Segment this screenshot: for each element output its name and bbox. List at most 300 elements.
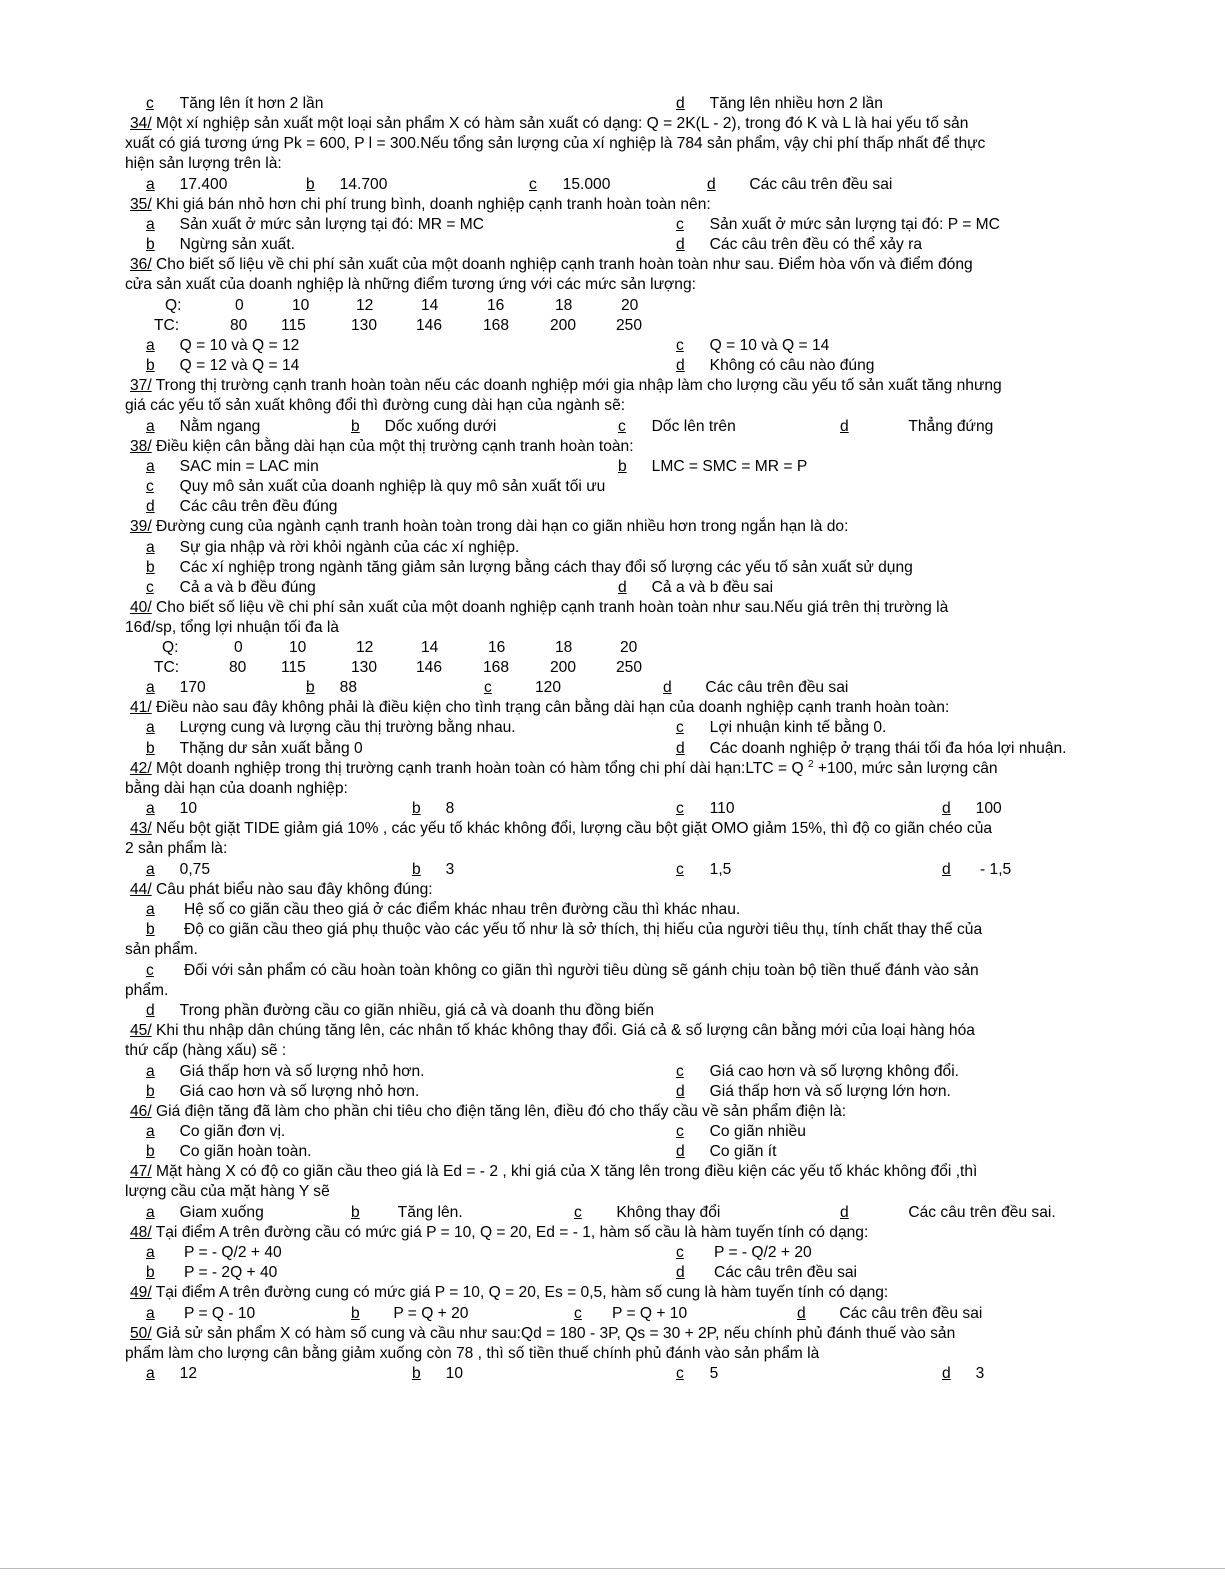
question-number: 48/ xyxy=(130,1224,152,1241)
option-b xyxy=(146,356,299,376)
q-value: 0 xyxy=(235,297,244,314)
option-text: Dốc lên trên xyxy=(651,418,736,435)
option-letter: c xyxy=(676,719,684,736)
question-text: Cho biết số liệu về chi phí sản xuất của một doanh nghiệp cạnh tranh hoàn toàn như sau. Điểm hòa vốn và điểm đóng xyxy=(151,256,973,273)
question-49 xyxy=(130,1283,888,1303)
option-c xyxy=(676,1364,718,1384)
option-b xyxy=(146,235,295,255)
option-text: P = - Q/2 + 40 xyxy=(184,1244,282,1261)
option-c xyxy=(676,718,886,738)
option-a xyxy=(146,1203,264,1223)
option-b xyxy=(306,678,357,698)
question-text: xuất có giá tương ứng Pk = 600, P l = 300.Nếu tổng sản lượng của xí nghiệp là 784 sản phẩm, vậy chi phí thấp nhất để thực xyxy=(125,135,986,152)
question-39 xyxy=(130,517,848,537)
tc-value: 80 xyxy=(230,317,248,334)
option-letter: d xyxy=(676,95,685,112)
option-letter: c xyxy=(676,1063,684,1080)
question-number: 43/ xyxy=(130,820,152,837)
option-text: 0,75 xyxy=(179,861,211,878)
option-text: 10 xyxy=(179,800,198,817)
option-text: Các câu trên đều sai xyxy=(749,176,893,193)
q-value: 20 xyxy=(621,297,639,314)
option-text: 5 xyxy=(709,1365,719,1382)
option-letter: c xyxy=(676,800,684,817)
option-c xyxy=(676,799,735,819)
option-letter: a xyxy=(146,1365,155,1382)
option-text: 17.400 xyxy=(179,176,228,193)
option-letter: b xyxy=(146,740,155,757)
option-letter: a xyxy=(146,901,155,918)
option-letter: d xyxy=(676,740,685,757)
option-letter: a xyxy=(146,1244,155,1261)
question-number: 39/ xyxy=(130,518,152,535)
question-50 xyxy=(130,1324,955,1344)
option-letter: c xyxy=(618,418,626,435)
q-value: 18 xyxy=(555,639,573,656)
question-text: Giá điện tăng đã làm cho phần chi tiêu cho điện tăng lên, điều đó cho thấy cầu về sản phẩm điện là: xyxy=(151,1103,847,1120)
option-letter: b xyxy=(146,236,155,253)
option-letter: d xyxy=(707,176,716,193)
tc-value: 146 xyxy=(416,317,443,334)
question-number: 49/ xyxy=(130,1284,152,1301)
option-letter: d xyxy=(942,1365,951,1382)
option-b xyxy=(618,457,807,477)
option-text: 14.700 xyxy=(339,176,388,193)
question-44 xyxy=(130,880,433,900)
question-text: 2 sản phẩm là: xyxy=(125,840,228,857)
option-c xyxy=(618,417,736,437)
q-value: 18 xyxy=(555,297,573,314)
option-text: Q = 12 và Q = 14 xyxy=(179,357,300,374)
q-value: 12 xyxy=(356,297,374,314)
option-b xyxy=(412,799,454,819)
option-c xyxy=(574,1304,687,1324)
option-letter: c xyxy=(484,679,492,696)
question-text: 16đ/sp, tổng lợi nhuận tối đa là xyxy=(125,619,339,636)
question-text: Khi thu nhập dân chúng tăng lên, các nhân tố khác không thay đổi. Giá cả & số lượng cân bằng mới của loại hàng hóa xyxy=(151,1022,975,1039)
option-c xyxy=(484,678,561,698)
option-a xyxy=(146,457,319,477)
option-text: Hệ số co giãn cầu theo giá ở các điểm khác nhau trên đường cầu thì khác nhau. xyxy=(184,901,741,918)
page-bottom-divider xyxy=(0,1568,1225,1569)
option-d xyxy=(676,235,922,255)
option-letter: a xyxy=(146,176,155,193)
option-text: Các xí nghiệp trong ngành tăng giảm sản lượng bằng cách thay đổi số lượng các yếu tố sản xuất sử dụng xyxy=(179,559,913,576)
option-c xyxy=(529,175,610,195)
option-letter: a xyxy=(146,539,155,556)
question-number: 38/ xyxy=(130,438,152,455)
option-letter: a xyxy=(146,458,155,475)
option-b xyxy=(351,1304,468,1324)
option-letter: c xyxy=(146,579,154,596)
question-text: thứ cấp (hàng xấu) sẽ : xyxy=(125,1042,287,1059)
option-letter: b xyxy=(412,800,421,817)
tc-value: 130 xyxy=(351,659,378,676)
question-text: Đường cung của ngành cạnh tranh hoàn toàn trong dài hạn co giãn nhiều hơn trong ngắn hạn là do: xyxy=(151,518,849,535)
option-a xyxy=(146,1304,255,1324)
option-letter: d xyxy=(618,579,627,596)
option-text: Các câu trên đều đúng xyxy=(179,498,338,515)
option-text: Giá thấp hơn và số lượng nhỏ hơn. xyxy=(179,1063,425,1080)
question-43 xyxy=(130,819,992,839)
option-b xyxy=(412,860,454,880)
option-text: Giá cao hơn và số lượng nhỏ hơn. xyxy=(179,1083,420,1100)
option-text: Thẳng đứng xyxy=(908,418,994,435)
option-text: 100 xyxy=(975,800,1002,817)
option-letter: a xyxy=(146,337,155,354)
question-41 xyxy=(130,698,949,718)
option-letter: b xyxy=(412,861,421,878)
option-letter: d xyxy=(146,1002,155,1019)
option-text: Các câu trên đều sai xyxy=(705,679,849,696)
option-text: Giá cao hơn và số lượng không đổi. xyxy=(709,1063,960,1080)
question-number: 46/ xyxy=(130,1103,152,1120)
option-text: Sản xuất ở mức sản lượng tại đó: MR = MC xyxy=(179,216,485,233)
option-d xyxy=(663,678,848,698)
option-text: SAC min = LAC min xyxy=(179,458,319,475)
option-text: 170 xyxy=(179,679,206,696)
option-text: 3 xyxy=(445,861,455,878)
option-d xyxy=(797,1304,982,1324)
option-a xyxy=(146,900,740,920)
option-b xyxy=(146,558,913,578)
tc-label: TC: xyxy=(154,317,180,334)
tc-value: 200 xyxy=(550,317,577,334)
question-42 xyxy=(130,759,998,781)
tc-value: 80 xyxy=(229,659,247,676)
option-letter: b xyxy=(351,1305,360,1322)
question-36 xyxy=(130,255,973,275)
option-b xyxy=(412,1364,463,1384)
option-b xyxy=(146,1082,419,1102)
option-d xyxy=(676,356,874,376)
question-number: 47/ xyxy=(130,1163,152,1180)
option-text: P = - 2Q + 40 xyxy=(184,1264,278,1281)
option-a xyxy=(146,678,206,698)
option-letter: d xyxy=(676,1083,685,1100)
option-letter: c xyxy=(146,478,154,495)
question-47 xyxy=(130,1162,977,1182)
option-letter: d xyxy=(146,498,155,515)
tc-value: 168 xyxy=(483,659,510,676)
option-c xyxy=(146,477,605,497)
option-c xyxy=(146,578,316,598)
option-text: Các câu trên đều có thể xảy ra xyxy=(709,236,923,253)
question-35 xyxy=(130,195,711,215)
option-text: Co giãn ít xyxy=(709,1143,777,1160)
option-letter: d xyxy=(676,1264,685,1281)
question-38 xyxy=(130,437,634,457)
option-text: Q = 10 và Q = 14 xyxy=(709,337,830,354)
option-letter: c xyxy=(574,1204,582,1221)
option-letter: d xyxy=(797,1305,806,1322)
option-letter: c xyxy=(146,962,154,979)
option-a xyxy=(146,718,516,738)
option-a xyxy=(146,799,197,819)
option-text: sản phẩm. xyxy=(125,941,198,958)
option-text: Đối với sản phẩm có cầu hoàn toàn không co giãn thì người tiêu dùng sẽ gánh chịu toàn bộ tiền thuế đánh vào sản xyxy=(184,962,979,979)
q-value: 16 xyxy=(488,639,506,656)
option-text: Tăng lên nhiều hơn 2 lần xyxy=(709,95,883,112)
option-letter: c xyxy=(676,1365,684,1382)
option-a xyxy=(146,175,227,195)
option-text: Cả a và b đều đúng xyxy=(179,579,316,596)
option-text: Co giãn đơn vị. xyxy=(179,1123,286,1140)
option-letter: d xyxy=(676,1143,685,1160)
option-text: 10 xyxy=(445,1365,464,1382)
question-48 xyxy=(130,1223,868,1243)
option-a xyxy=(146,336,299,356)
option-letter: b xyxy=(351,1204,360,1221)
option-text: Giá thấp hơn và số lượng lớn hơn. xyxy=(709,1083,951,1100)
tc-value: 250 xyxy=(616,317,643,334)
option-letter: a xyxy=(146,861,155,878)
option-letter: c xyxy=(146,95,154,112)
option-text: Dốc xuống dưới xyxy=(384,418,497,435)
option-c xyxy=(146,961,979,981)
question-text: Khi giá bán nhỏ hơn chi phí trung bình, doanh nghiệp cạnh tranh hoàn toàn nên: xyxy=(151,196,711,213)
option-text: Các doanh nghiệp ở trạng thái tối đa hóa lợi nhuận. xyxy=(709,740,1067,757)
option-letter: d xyxy=(676,236,685,253)
option-letter: b xyxy=(146,357,155,374)
option-d xyxy=(676,739,1067,759)
option-letter: c xyxy=(574,1305,582,1322)
option-text: 3 xyxy=(975,1365,985,1382)
option-text: Không thay đổi xyxy=(616,1204,721,1221)
option-d xyxy=(676,1142,776,1162)
option-text: 120 xyxy=(535,679,562,696)
option-text: Tăng lên. xyxy=(397,1204,463,1221)
question-text: Điều kiện cân bằng dài hạn của một thị trường cạnh tranh hoàn toàn: xyxy=(151,438,634,455)
option-letter: a xyxy=(146,418,155,435)
option-a xyxy=(146,1243,282,1263)
option-letter: a xyxy=(146,719,155,736)
option-letter: c xyxy=(676,861,684,878)
option-letter: d xyxy=(663,679,672,696)
option-b xyxy=(146,1142,311,1162)
option-d xyxy=(942,1364,984,1384)
option-letter: b xyxy=(146,1143,155,1160)
option-d xyxy=(676,1082,951,1102)
q-value: 14 xyxy=(421,639,439,656)
question-text: hiện sản lượng trên là: xyxy=(125,155,282,172)
option-letter: a xyxy=(146,1305,155,1322)
question-number: 36/ xyxy=(130,256,152,273)
option-letter: b xyxy=(146,1264,155,1281)
option-d xyxy=(146,497,337,517)
option-text: Tăng lên ít hơn 2 lần xyxy=(179,95,324,112)
option-letter: b xyxy=(146,559,155,576)
option-d xyxy=(707,175,892,195)
q-value: 10 xyxy=(292,297,310,314)
option-c xyxy=(676,336,829,356)
question-text: Cho biết số liệu về chi phí sản xuất của một doanh nghiệp cạnh tranh hoàn toàn như sau.Nếu giá trên thị trường là xyxy=(151,599,949,616)
question-number: 44/ xyxy=(130,881,152,898)
option-c xyxy=(146,94,323,114)
option-letter: c xyxy=(676,337,684,354)
option-d xyxy=(840,1203,1056,1223)
question-text: Tại điểm A trên đường cung có mức giá P = 10, Q = 20, Es = 0,5, hàm số cung là hàm tuyến tính có dạng: xyxy=(151,1284,889,1301)
option-letter: d xyxy=(942,800,951,817)
option-text: 110 xyxy=(709,800,735,817)
question-45 xyxy=(130,1021,975,1041)
option-text: Co giãn nhiều xyxy=(709,1123,806,1140)
option-a xyxy=(146,538,519,558)
option-b xyxy=(146,920,982,940)
option-letter: c xyxy=(676,216,684,233)
option-c xyxy=(676,1243,812,1263)
question-text: bằng dài hạn của doanh nghiệp: xyxy=(125,780,348,797)
option-letter: c xyxy=(676,1244,684,1261)
option-letter: a xyxy=(146,1063,155,1080)
q-value: 10 xyxy=(289,639,307,656)
question-text: Mặt hàng X có độ co giãn cầu theo giá là Ed = - 2 , khi giá của X tăng lên trong điều kiện các yếu tố khác không đổi ,thì xyxy=(151,1163,978,1180)
option-a xyxy=(146,215,484,235)
question-text: Điều nào sau đây không phải là điều kiện cho tình trạng cân bằng dài hạn của doanh nghiệp cạnh tranh hoàn toàn: xyxy=(151,699,950,716)
option-text: Co giãn hoàn toàn. xyxy=(179,1143,312,1160)
tc-value: 115 xyxy=(281,659,306,676)
option-text: Ngừng sản xuất. xyxy=(179,236,296,253)
option-text: Trong phần đường cầu co giãn nhiều, giá cả và doanh thu đồng biến xyxy=(179,1002,655,1019)
option-text: Sản xuất ở mức sản lượng tại đó: P = MC xyxy=(709,216,1000,233)
option-b xyxy=(351,417,496,437)
option-d xyxy=(840,417,993,437)
option-letter: d xyxy=(942,861,951,878)
question-text: lượng cầu của mặt hàng Y sẽ xyxy=(125,1183,330,1200)
question-34 xyxy=(130,114,968,134)
q-value: 14 xyxy=(421,297,439,314)
tc-value: 200 xyxy=(550,659,577,676)
option-text: phẩm. xyxy=(125,982,169,999)
option-letter: c xyxy=(529,176,537,193)
question-40 xyxy=(130,598,948,618)
option-text: Độ co giãn cầu theo giá phụ thuộc vào các yếu tố như là sở thích, thị hiếu của người tiêu thụ, tính chất thay thế của xyxy=(184,921,983,938)
option-d xyxy=(942,799,1002,819)
option-d xyxy=(676,94,883,114)
tc-value: 168 xyxy=(483,317,510,334)
question-text: cửa sản xuất của doanh nghiệp là những điểm tương ứng với các mức sản lượng: xyxy=(125,276,696,293)
question-number: 35/ xyxy=(130,196,152,213)
option-b xyxy=(146,1263,277,1283)
option-letter: b xyxy=(146,1083,155,1100)
option-text: Giam xuống xyxy=(179,1204,264,1221)
superscript: 2 xyxy=(807,759,814,770)
option-text: P = Q + 20 xyxy=(393,1305,469,1322)
option-letter: b xyxy=(146,921,155,938)
option-text: Các câu trên đều sai xyxy=(714,1264,858,1281)
option-a xyxy=(146,1122,285,1142)
option-text: Nằm ngang xyxy=(179,418,261,435)
question-number: 34/ xyxy=(130,115,152,132)
question-text: Một xí nghiệp sản xuất một loại sản phẩm X có hàm sản xuất có dạng: Q = 2K(L - 2), trong đó K và L là hai yếu tố sản xyxy=(151,115,969,132)
option-c xyxy=(676,1062,959,1082)
option-letter: c xyxy=(676,1123,684,1140)
option-text: Lượng cung và lượng cầu thị trường bằng nhau. xyxy=(179,719,516,736)
option-d xyxy=(618,578,773,598)
q-value: 16 xyxy=(487,297,505,314)
question-text: Nếu bột giặt TIDE giảm giá 10% , các yếu tố khác không đổi, lượng cầu bột giặt OMO giảm 15%, thì độ co giãn chéo của xyxy=(151,820,993,837)
question-text: giá các yếu tố sản xuất không đổi thì đường cung dài hạn của ngành sẽ: xyxy=(125,397,626,414)
question-46 xyxy=(130,1102,846,1122)
question-text: Giả sử sản phẩm X có hàm số cung và cầu như sau:Qd = 180 - 3P, Qs = 30 + 2P, nếu chính phủ đánh thuế vào sản xyxy=(151,1325,956,1342)
option-d xyxy=(942,860,1011,880)
option-letter: b xyxy=(618,458,627,475)
tc-value: 130 xyxy=(351,317,378,334)
option-text: 12 xyxy=(179,1365,198,1382)
question-number: 41/ xyxy=(130,699,152,716)
option-c xyxy=(676,860,731,880)
question-text: Một doanh nghiệp trong thị trường cạnh tranh hoàn toàn có hàm tổng chi phí dài hạn:LTC = Q xyxy=(151,760,808,777)
option-letter: a xyxy=(146,1204,155,1221)
question-number: 37/ xyxy=(130,377,152,394)
option-letter: a xyxy=(146,800,155,817)
question-text: Tại điểm A trên đường cầu có mức giá P = 10, Q = 20, Ed = - 1, hàm số cầu là hàm tuyến tính có dạng: xyxy=(151,1224,869,1241)
option-letter: a xyxy=(146,216,155,233)
option-text: 15.000 xyxy=(562,176,611,193)
option-a xyxy=(146,860,210,880)
question-text: Câu phát biểu nào sau đây không đúng: xyxy=(151,881,433,898)
question-37 xyxy=(130,376,1002,396)
option-b xyxy=(146,739,363,759)
option-b xyxy=(306,175,387,195)
q-value: 12 xyxy=(356,639,374,656)
option-text: Không có câu nào đúng xyxy=(709,357,875,374)
option-text: Thặng dư sản xuất bằng 0 xyxy=(179,740,363,757)
option-text: Các câu trên đều sai. xyxy=(908,1204,1056,1221)
q-label: Q: xyxy=(165,297,182,314)
option-text: 8 xyxy=(445,800,455,817)
option-text: Q = 10 và Q = 12 xyxy=(179,337,300,354)
option-d xyxy=(676,1263,857,1283)
option-text: P = - Q/2 + 20 xyxy=(714,1244,812,1261)
option-letter: d xyxy=(840,418,849,435)
q-value: 20 xyxy=(620,639,638,656)
option-text: Cả a và b đều sai xyxy=(651,579,774,596)
question-number: 50/ xyxy=(130,1325,152,1342)
option-letter: a xyxy=(146,1123,155,1140)
question-number: 45/ xyxy=(130,1022,152,1039)
option-text: - 1,5 xyxy=(980,861,1012,878)
option-d xyxy=(146,1001,654,1021)
q-value: 0 xyxy=(234,639,243,656)
question-text: Trong thị trường cạnh tranh hoàn toàn nếu các doanh nghiệp mới gia nhập làm cho lượng cầu yếu tố sản xuất tăng nhưng xyxy=(151,377,1002,394)
option-text: Sự gia nhập và rời khỏi ngành của các xí nghiệp. xyxy=(179,539,520,556)
option-letter: d xyxy=(840,1204,849,1221)
tc-label: TC: xyxy=(154,659,180,676)
option-letter: a xyxy=(146,679,155,696)
option-text: LMC = SMC = MR = P xyxy=(651,458,808,475)
option-text: P = Q + 10 xyxy=(612,1305,688,1322)
option-text: P = Q - 10 xyxy=(184,1305,256,1322)
option-text: Các câu trên đều sai xyxy=(839,1305,983,1322)
option-letter: b xyxy=(412,1365,421,1382)
option-letter: d xyxy=(676,357,685,374)
option-a xyxy=(146,1062,425,1082)
option-letter: b xyxy=(351,418,360,435)
tc-value: 146 xyxy=(416,659,443,676)
option-letter: b xyxy=(306,176,315,193)
option-text: 88 xyxy=(339,679,358,696)
tc-value: 115 xyxy=(281,317,306,334)
option-c xyxy=(676,1122,806,1142)
option-text: 1,5 xyxy=(709,861,732,878)
option-c xyxy=(676,215,1000,235)
option-c xyxy=(574,1203,720,1223)
question-number: 42/ xyxy=(130,760,152,777)
option-text: Lợi nhuận kinh tế bằng 0. xyxy=(709,719,887,736)
option-text: Quy mô sản xuất của doanh nghiệp là quy mô sản xuất tối ưu xyxy=(179,478,606,495)
q-label: Q: xyxy=(162,639,179,656)
